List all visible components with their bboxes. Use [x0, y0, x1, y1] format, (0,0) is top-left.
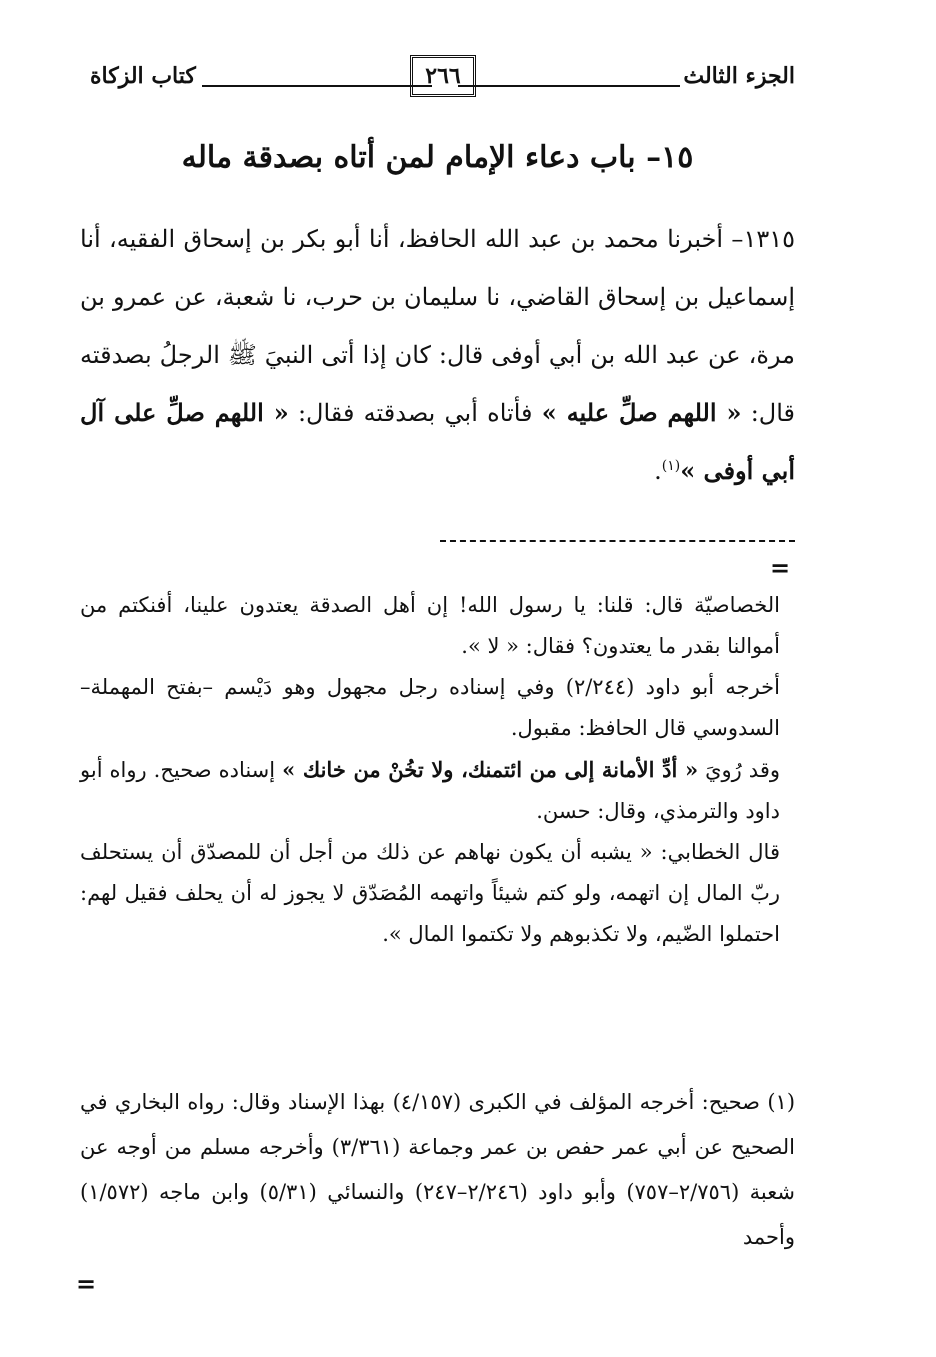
footnote-separator: [440, 540, 795, 542]
footnote-continuation-marker: =: [76, 1269, 97, 1298]
header-rule-left: [202, 85, 432, 87]
book-label: كتاب الزكاة: [90, 63, 196, 89]
volume-label: الجزء الثالث: [683, 63, 795, 89]
footnote-text: (١) صحيح: أخرجه المؤلف في الكبرى (٤/١٥٧) بهذا الإسناد وقال: رواه البخاري في الصحيح عن أبي عمر حفص بن عمر وجماعة (٣/٣٦١) وأخرجه مسلم من أوجه عن شعبة (٢/٧٥٦–٧٥٧) وأبو داود (٢/٢٤٦–٢٤٧) والنسائي (٥/٣١) وابن ماجه (١/٥٧٢) وأحمد: [80, 1090, 796, 1249]
hadith-text: [80, 210, 795, 500]
hadith-end-mark: .: [654, 457, 662, 485]
hadith-chain: ١٣١٥– أخبرنا محمد بن عبد الله الحافظ، أنا أبو بكر بن إسحاق الفقيه، أنا إسماعيل بن إسحاق القاضي، نا سليمان بن حرب، نا شعبة، عن عمرو بن مرة، عن عبد الله بن أبي أوفى قال: كان إذا أتى النبيَ ﷺ الرجلُ بصدقته قال:: [80, 225, 796, 427]
page-number: ٢٦٦: [410, 55, 476, 97]
prayer-quote-aal-abi-awfa: « اللهم صلِّ على آل أبي أوفى »: [80, 398, 795, 485]
note-text: وقد رُويَ: [698, 758, 780, 782]
footnote-reference: (١): [661, 458, 681, 474]
hadith-narration: فأتاه أبي بصدقته فقال:: [297, 399, 542, 427]
header-rule-right: [458, 85, 680, 87]
note-paragraph: [80, 749, 780, 832]
note-paragraph: قال الخطابي: « يشبه أن يكون نهاهم عن ذلك من أجل أن للمصدّق أن يستحلف ربّ المال إن اتهمه، ولو كتم شيئاً واتهمه المُصَدّق لا يجوز له أن يحلف فقيل لهم: احتملوا الضّيم، ولا تكذبوهم ولا تكتموا المال ».: [80, 840, 780, 946]
chapter-title: ١٥– باب دعاء الإمام لمن أتاه بصدقة ماله: [181, 140, 694, 175]
note-text: إسناده صحيح. رواه أبو داود والترمذي، وقال: حسن.: [80, 758, 780, 823]
running-header: [80, 55, 795, 105]
note-hadith-quote: « أدِّ الأمانة إلى من ائتمنك، ولا تخُنْ من خانك »: [282, 757, 699, 782]
prophet-prayer-quote: « اللهم صلِّ عليه »: [541, 398, 742, 427]
hadith-paragraph: [80, 210, 795, 500]
footnote: [80, 1080, 795, 1260]
carried-over-notes: [80, 585, 780, 955]
note-paragraph: الخصاصيّة قال: قلنا: يا رسول الله! إن أهل الصدقة يعتدون علينا، أفنكتم من أموالنا بقدر ما يعتدون؟ فقال: « لا ».: [80, 593, 780, 658]
note-paragraph: أخرجه أبو داود (٢/٢٤٤) وفي إسناده رجل مجهول وهو دَيْسم –بفتح المهملة– السدوسي قال الحافظ: مقبول.: [80, 675, 780, 740]
continuation-marker: =: [770, 553, 791, 582]
